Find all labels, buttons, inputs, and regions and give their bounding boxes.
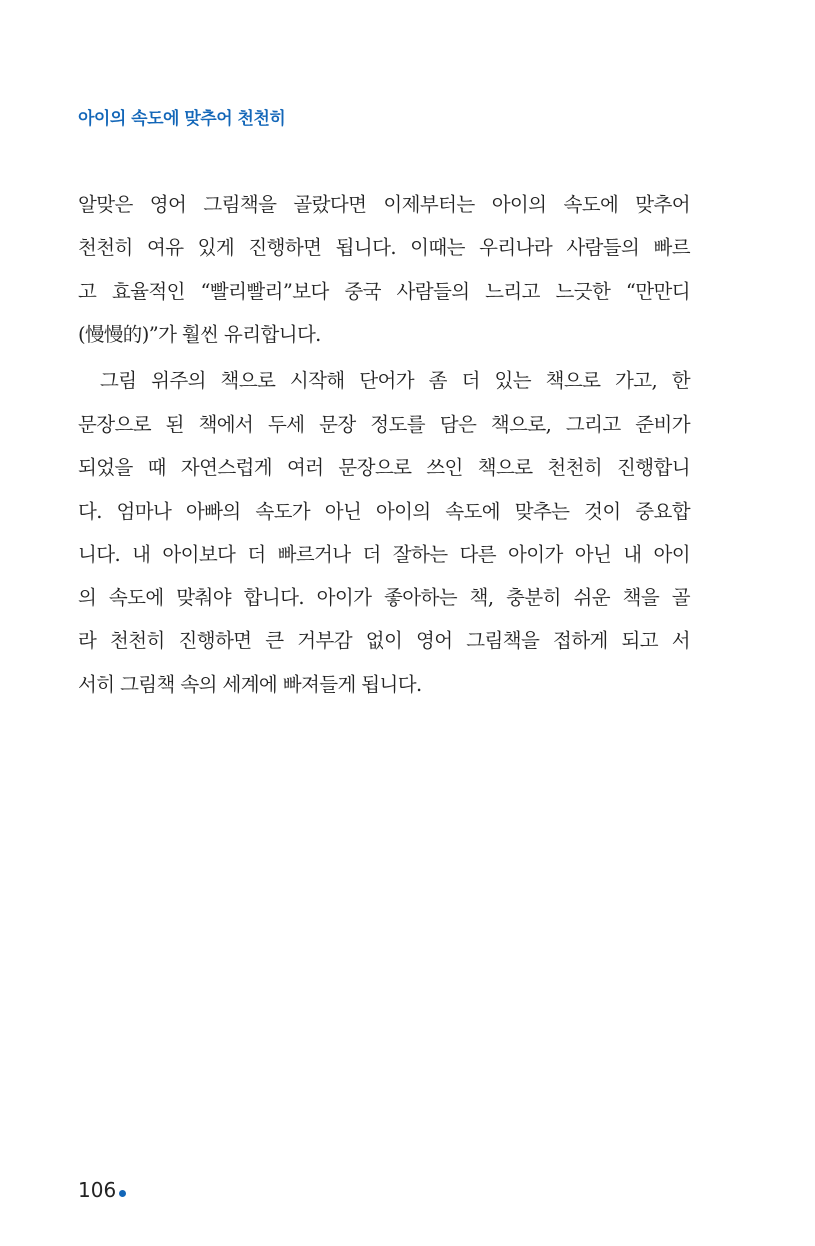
text-line: 고 효율적인 “빨리빨리”보다 중국 사람들의 느리고 느긋한 “만만디: [78, 280, 690, 303]
text-line: 다. 엄마나 아빠의 속도가 아닌 아이의 속도에 맞추는 것이 중요합: [78, 500, 690, 523]
text-line: 문장으로 된 책에서 두세 문장 정도를 담은 책으로, 그리고 준비가: [78, 413, 690, 436]
text-line: 천천히 여유 있게 진행하면 됩니다. 이때는 우리나라 사람들의 빠르: [78, 236, 690, 259]
text-line: 니다. 내 아이보다 더 빠르거나 더 잘하는 다른 아이가 아닌 내 아이: [78, 543, 690, 566]
page-number: 106: [78, 1178, 117, 1202]
text-line: 의 속도에 맞춰야 합니다. 아이가 좋아하는 책, 충분히 쉬운 책을 골: [78, 586, 690, 609]
text-line: (慢慢的)”가 훨씬 유리합니다.: [78, 323, 321, 346]
text-line: 서히 그림책 속의 세계에 빠져들게 됩니다.: [78, 673, 422, 696]
text-line: 알맞은 영어 그림책을 골랐다면 이제부터는 아이의 속도에 맞추어: [78, 193, 690, 216]
section-heading: 아이의 속도에 맞추어 천천히: [78, 109, 286, 129]
bullet-dot-icon: [119, 1190, 126, 1197]
text-line: 라 천천히 진행하면 큰 거부감 없이 영어 그림책을 접하게 되고 서: [78, 629, 690, 652]
text-line: 되었을 때 자연스럽게 여러 문장으로 쓰인 책으로 천천히 진행합니: [78, 456, 690, 479]
text-line: 그림 위주의 책으로 시작해 단어가 좀 더 있는 책으로 가고, 한: [100, 369, 690, 392]
